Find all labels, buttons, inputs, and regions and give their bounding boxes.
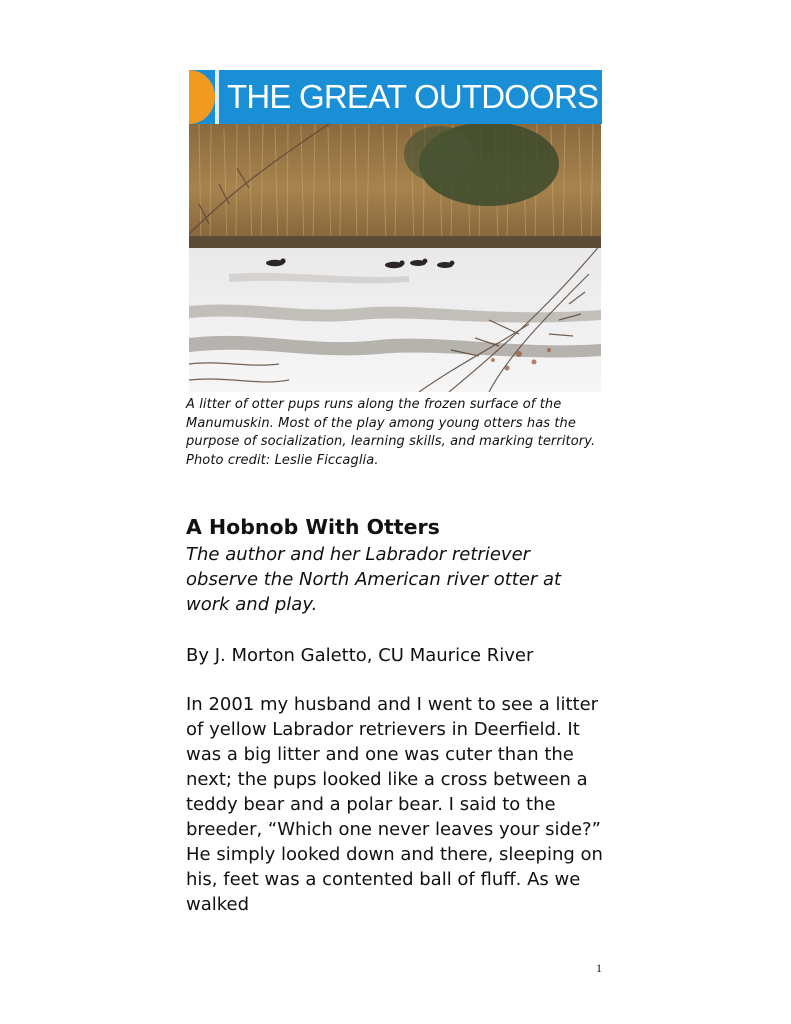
article-headline: A Hobnob With Otters bbox=[186, 515, 440, 539]
section-title: THE GREAT OUTDOORS bbox=[227, 78, 599, 115]
photo-caption: A litter of otter pups runs along the frozen surface of the Manumuskin. Most of the play among young otters has the purpose of socialization, learning skills, and marking territory. Photo credit: Leslie Ficcaglia. bbox=[186, 397, 596, 468]
otter-photo bbox=[189, 124, 601, 392]
article-subtitle: The author and her Labrador retriever observe the North American river otter at work and play. bbox=[186, 544, 562, 615]
article-body: In 2001 my husband and I went to see a litter of yellow Labrador retrievers in Deerfield. It was a big litter and one was cuter than the next; the pups looked like a cross between a teddy bear and a polar bear. I said to the breeder, “Which one never leaves your side?” He simply looked down and there, sleeping on his, feet was a contented ball of fluff. As we walked bbox=[186, 694, 603, 915]
banner-divider bbox=[215, 70, 219, 124]
article-byline: By J. Morton Galetto, CU Maurice River bbox=[186, 645, 534, 666]
page-number: 1 bbox=[596, 961, 602, 975]
section-banner bbox=[189, 70, 602, 124]
orange-circle-logo bbox=[189, 70, 215, 124]
